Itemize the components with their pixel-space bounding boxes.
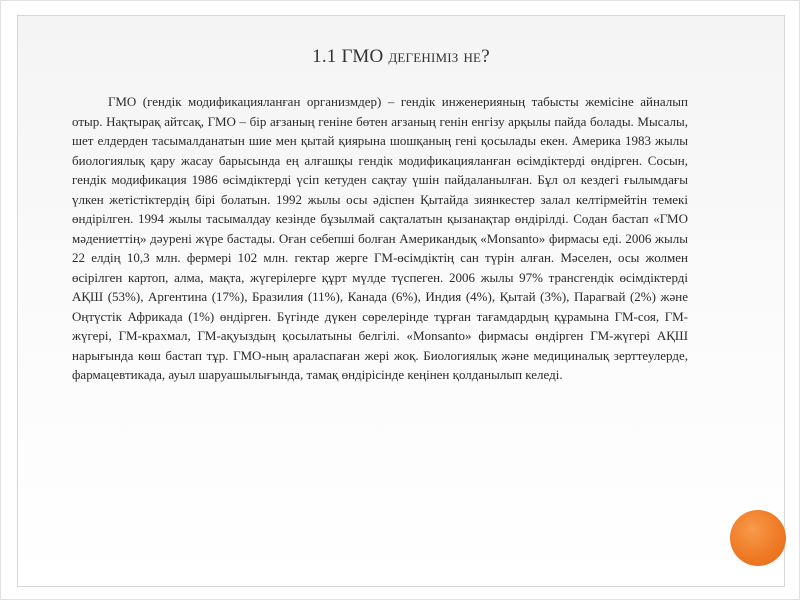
slide-content (17, 15, 785, 587)
slide-body-text: ГМО (гендік модификацияланған организмдер) – гендік инженерияның табысты жемісіне айналып отыр. Нақтырақ айтсақ, ГМО – бір ағзаның геніне бөтен ағзаның генін енгізу арқылы пайда болады. Мысалы, шет елдерден тасымалданатын шие мен қытай қиярына шошқаның гені қосылады екен. Америка 1983 жылы биологиялық қару жасау барысында ең алғашқы гендік модификацияланған өсімдіктерді өндірген. Сосын, гендік модификация 1986 өсімдіктерді үсіп кетуден сақтау үшін пайдаланылған. Бұл ол кездегі ғылымдағы үлкен жетістіктердің бірі болатын. 1992 жылы осы әдіспен Қытайда зиянкестер залал келтірмейтін темекі өндірілген. 1994 жылы тасымалдау кезінде бұзылмай сақталатын қызанақтар өндірілді. Содан бастап «ГМО мәдениеттің» дәуренi жүре бастады. Оған себепші болған Американдық «Monsanto» фирмасы еді. 2006 жылы 22 елдің 10,3 млн. фермері 102 млн. гектар жерге ГМ-өсімдіктің сан түрін алған. Мәселен, осы жолмен өсірілген картоп, алма, мақта, жүгерілерге құрт мүлде түспеген. 2006 жылы 97% трансгендік өсімдіктерді АҚШ (53%), Аргентина (17%), Бразилия (11%), Канада (6%), Индия (4%), Қытай (3%), Парагвай (2%) және Оңтүстік Африкада (1%) өндірген. Бүгінде дүкен сөрелерінде тұрған тағамдардың құрамына ГМ-соя, ГМ-жүгері, ГМ-крахмал, ГМ-ақуыздың қосылатыны белгілі. «Monsanto» фирмасы өндірген ГМ-жүгері АҚШ нарығында көш бастап тұр. ГМО-ның араласпаған жері жоқ. Биологиялық және медициналық зерттеулерде, фармацевтикада, ауыл шаруашылығында, тамақ өндірісінде кеңінен қолданылып келеді. (72, 94, 688, 382)
decorative-orange-circle (730, 510, 786, 566)
slide-title: 1.1 ГМО дегеніміз не? (312, 46, 490, 67)
